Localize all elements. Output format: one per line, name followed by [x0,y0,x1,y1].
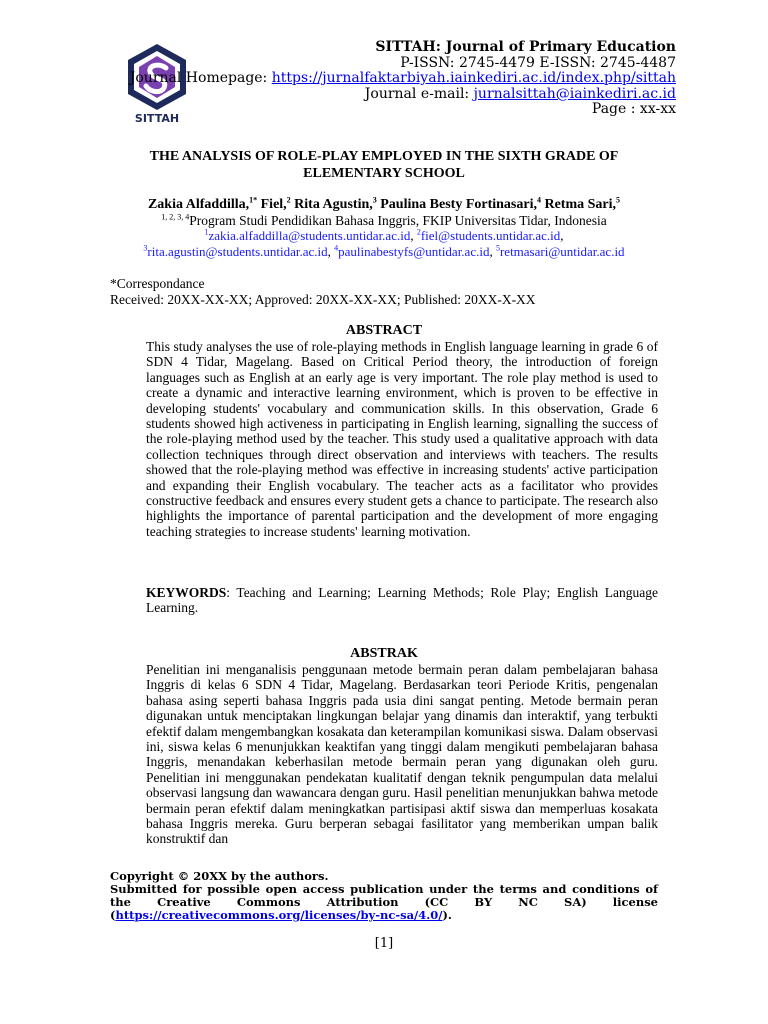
paper-title [110,148,658,182]
author-email-2[interactable]: fiel@students.untidar.ac.id [420,228,561,243]
title-line-2: ELEMENTARY SCHOOL [303,166,465,181]
license-text: Submitted for possible open access publication under the terms and conditions of the Creative Commons Attribution (CC BY NC SA) license ( [110,882,658,922]
author-email-4[interactable]: paulinabestyfs@untidar.ac.id [338,243,490,259]
logo-wordmark: SITTAH [134,112,180,124]
publication-dates: Received: 20XX-XX-XX; Approved: 20XX-XX-XX; Published: 20XX-X-XX [110,291,536,307]
email-label: Journal e-mail: [364,85,474,102]
homepage-line [130,71,676,87]
journal-email-link[interactable]: jurnalsittah@iainkediri.ac.id [473,85,676,102]
author-emails-line-2: $^3$rita.agustin@students.untidar.ac.id, $^4$paulinabestyfs@untidar.ac.id, $^5$retmasari@untidar.ac.id [143,243,625,259]
author-email-3[interactable]: rita.agustin@students.untidar.ac.id [147,243,328,259]
author-3-sup: 3 [372,195,377,205]
author-email-1[interactable]: zakia.alfaddilla@students.untidar.ac.id [208,228,411,243]
journal-header [130,40,676,118]
author-2-sup: 2 [286,195,291,205]
author-3: Rita Agustin, [290,197,373,212]
keywords-label: KEYWORDS [146,585,227,600]
affiliation-text: Program Studi Pendidikan Bahasa Inggris, FKIP Universitas Tidar, Indonesia [189,212,607,228]
copyright-block [110,870,658,922]
license-end: ). [442,908,452,922]
copyright-line: Copyright © 20XX by the authors. [110,869,329,883]
authors-line [110,197,658,213]
license-statement [110,883,658,922]
email-4-sup: 4 [334,243,339,253]
page-range: Page : xx-xx [591,101,676,118]
author-4-sup: 4 [536,195,541,205]
page-number: [1] [374,936,394,951]
homepage-label: Journal Homepage: [129,70,272,87]
author-4: Paulina Besty Fortinasari, [376,197,537,212]
keywords [146,585,658,616]
keywords-text: : Teaching and Learning; Learning Methods; Role Play; English Language Learning. [146,585,658,616]
email-3-sup: 3 [143,243,148,253]
abstrak-text: Penelitian ini menganalisis penggunaan metode bermain peran dalam pembelajaran bahasa Inggris di kelas 6 SDN 4 Tidar, Magelang. Berdasarkan teori Periode Kritis, pengenalan bahasa asing seperti bahasa Inggris pada usia dini sangat penting. Metode bermain peran digunakan untuk menciptakan lingkungan belajar yang dinamis dan interaktif, yang terbukti efektif dalam mengembangkan kosakata dan keterampilan komunikasi siswa. Dalam observasi ini, siswa kelas 6 menunjukkan keaktifan yang tinggi dalam mengikuti pembelajaran bahasa Inggris, menandakan keberhasilan metode bermain peran yang digunakan oleh guru. Penelitian ini menggunakan pendekatan kualitatif dengan teknik pengumpulan data melalui observasi langsung dan wawancara dengan guru. Hasil penelitian menunjukkan bahwa metode bermain peran efektif dalam meningkatkan partisipasi aktif siswa dan memperluas kosakata bahasa Inggris mereka. Guru berperan sebagai fasilitator yang memberikan umpan balik konstruktif dan [146,662,658,847]
correspondence-block [110,276,536,307]
abstrak-heading: ABSTRAK [350,646,418,661]
author-1-sup: 1* [249,195,258,205]
abstract-heading: ABSTRACT [345,323,423,338]
authors-block [110,197,658,259]
email-line [130,87,676,103]
affiliation [110,213,658,229]
issn-line: P-ISSN: 2745-4479 E-ISSN: 2745-4487 [400,54,676,71]
author-5: Retma Sari, [540,197,617,212]
email-2-sup: 2 [416,227,421,237]
correspondence-note: *Correspondance [110,276,205,291]
author-2: Fiel, [257,197,287,212]
email-1-sup: 1 [204,227,209,237]
title-line-1: THE ANALYSIS OF ROLE-PLAY EMPLOYED IN THE SIXTH GRADE OF [149,149,619,164]
abstract-text: This study analyses the use of role-playing methods in English language learning in grade 6 of SDN 4 Tidar, Magelang. Based on Critical Period theory, the introduction of foreign languages such as English at an early age is very important. The role play method is used to create a dynamic and interactive learning environment, which is proven to be effective in developing students' vocabulary and communication skills. In this observation, Grade 6 students showed high activeness in participating in English learning, signalling the success of the role-playing method used by the teacher. This study used a qualitative approach with data collection techniques through direct observation and interviews with teachers. The results showed that the role-playing method was effective in increasing students' active participation and expanding their English vocabulary. The teacher acts as a facilitator who provides constructive feedback and ensures every student gets a chance to participate. The research also highlights the importance of parental participation and the development of more engaging teaching strategies to increase students' learning motivation. [146,339,658,539]
affiliation-sup: 1, 2, 3, 4 [161,212,190,221]
email-5-sup: 5 [495,243,500,253]
author-1: Zakia Alfaddilla, [147,197,250,212]
license-link[interactable]: https://creativecommons.org/licenses/by-nc-sa/4.0/ [115,908,443,922]
homepage-link[interactable]: https://jurnalfaktarbiyah.iainkediri.ac.id/index.php/sittah [271,70,676,87]
journal-title: SITTAH: Journal of Primary Education [375,39,676,55]
author-5-sup: 5 [616,195,621,205]
author-email-5[interactable]: retmasari@untidar.ac.id [499,243,625,259]
author-emails-line-1: $^1$zakia.alfaddilla@students.untidar.ac.id, $^2$fiel@students.untidar.ac.id, [204,227,564,243]
